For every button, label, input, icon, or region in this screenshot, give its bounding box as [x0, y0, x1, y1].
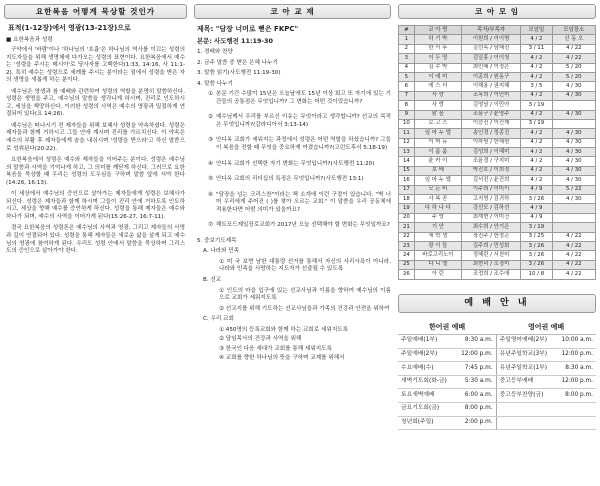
- roster-cell: 사 복 곧: [414, 195, 461, 204]
- roster-cell: 이주희 / 이미이: [462, 185, 521, 194]
- roster-cell: 2: [399, 44, 415, 53]
- service-time: 8:30 a.m.: [555, 362, 596, 376]
- roster-cell: 최수희 / 안기은: [462, 223, 521, 232]
- roster-row: [399, 148, 596, 157]
- service-name: 중고등부찬양(금): [496, 389, 555, 403]
- roster-cell: 5 / 20: [552, 72, 595, 81]
- service-time: [555, 416, 596, 430]
- roster-cell: 4 / 22: [552, 260, 595, 269]
- roster-cell: 김영남 / 이민아: [462, 101, 521, 110]
- roster-cell: 7: [399, 91, 415, 100]
- prayer-group-heading: B. 선교: [203, 277, 222, 284]
- service-name: 토요새벽예배: [398, 389, 455, 403]
- prayer-item: ① 450명의 등록교회와 함께 하는 교회로 세워지도록: [219, 326, 349, 333]
- roster-row: [399, 44, 596, 53]
- roster-cell: 다 하 나 다: [414, 204, 461, 213]
- roster-cell: [552, 101, 595, 110]
- roster-cell: 조정희 / 조수애: [462, 270, 521, 279]
- roster-cell: 4 / 22: [552, 270, 595, 279]
- service-time: 6:00 a.m.: [455, 389, 497, 403]
- service-time: 5:30 a.m.: [455, 375, 497, 389]
- roster-cell: 3 / 5: [521, 82, 553, 91]
- roster-col-leaders: 목자/부목자: [462, 26, 521, 35]
- roster-cell: 4 / 2: [521, 138, 553, 147]
- roster-cell: 12: [399, 138, 415, 147]
- roster-cell: 4 / 9: [521, 185, 553, 194]
- column-study-guide: [194, 4, 391, 482]
- devotional-title: 요한복음 어떻게 묵상할 것인가: [4, 4, 187, 19]
- roster-row: [399, 241, 596, 250]
- roster-row: [399, 101, 596, 110]
- worship-schedule-header: 예 배 안 내: [398, 294, 596, 313]
- roster-cell: 강선모 / 김하선: [462, 204, 521, 213]
- roster-cell: 4 / 2: [521, 35, 553, 44]
- service-name: [496, 403, 555, 417]
- roster-cell: 4 / 30: [552, 129, 595, 138]
- prayer-item: ① 미 국 보면 남한 대통령 선거를 통해서 자신의 사리사욕이 아니라, 나라와 민족을 사랑하는 지도자가 선출될 수 있도록: [219, 258, 391, 273]
- roster-cell: 4 / 22: [552, 44, 595, 53]
- roster-cell: 윤 카 이: [414, 157, 461, 166]
- prayer-item: ④ 교회를 향한 하나님의 뜻을 구하며 교제를 위해서: [219, 355, 345, 362]
- roster-cell: 이하원 / 한혜원: [462, 138, 521, 147]
- roster-cell: 이승진 / 이건재: [462, 119, 521, 128]
- question-item: ③ 안디옥 교회가 세워지는 과정에서 성령은 어떤 역할을 하셨습니까? 그들이 복음을 전할 때 무엇을 중요하게 여겼습니까?(고린도후서 5:18-19): [208, 137, 391, 151]
- paragraph: 예수님은 떠나시기 전 제자들을 위해 보혜사 성령을 약속하셨다. 성령은 제자들과 함께 거하시고 그들 안에 계시며 진리를 가르치신다. 이 약속은 예수의 부활 후 제자들에게 숨을 내쉬시며 '성령을 받으라'고 하신 말씀으로 성취된다(20:22).: [6, 122, 185, 152]
- roster-cell: 4 / 30: [552, 91, 595, 100]
- roster-row: [399, 251, 596, 260]
- sermon-title: 제목: "담장 너머로 뻗은 FKPC": [197, 25, 299, 33]
- roster-cell: 로 고 스: [414, 119, 461, 128]
- outline-item: 3. 말씀 읽기(사도행전 11:19-30): [197, 70, 281, 77]
- roster-cell: 22: [399, 232, 415, 241]
- devotional-subtitle: 표적(1-12장)에서 영광(13-21장)으로: [8, 24, 131, 32]
- roster-cell: 조윤경 / 구지미: [462, 157, 521, 166]
- roster-cell: 4 / 2: [521, 54, 553, 63]
- roster-cell: 24: [399, 251, 415, 260]
- roster-row: [399, 166, 596, 175]
- schedule-col-korean: 한어권 예배: [398, 321, 496, 335]
- roster-cell: 4 / 30: [552, 195, 595, 204]
- service-name: 청년회(주일): [398, 416, 455, 430]
- prayer-requests: [197, 238, 391, 363]
- roster-cell: 이 애 미: [414, 72, 461, 81]
- outline-item: 1. 경배와 찬양: [197, 49, 233, 56]
- service-time: [555, 403, 596, 417]
- column-devotional: [4, 4, 187, 482]
- schedule-body: [398, 335, 596, 430]
- discussion-questions: [208, 91, 391, 230]
- roster-row: [399, 91, 596, 100]
- roster-cell: 13: [399, 148, 415, 157]
- schedule-row: [398, 362, 596, 376]
- roster-cell: [552, 213, 595, 222]
- roster-cell: 박진호 / 이희경: [462, 166, 521, 175]
- roster-cell: 김서진 / 윤진희: [462, 176, 521, 185]
- service-name: 주일예배(2부): [398, 348, 455, 362]
- service-time: 12:00 p.m.: [555, 375, 596, 389]
- question-item: ⑦ 해트포드제일장로교회가 2017년 오늘 선택해야 할 변화는 무엇일까요?: [208, 222, 390, 229]
- service-name: 수요예배(수): [398, 362, 455, 376]
- roster-cell: 아 린: [414, 270, 461, 279]
- schedule-header-row: [398, 321, 596, 335]
- study-guide-header: 코 아 교 재: [194, 4, 391, 19]
- roster-cell: 3 / 11: [521, 44, 553, 53]
- roster-row: [399, 119, 596, 128]
- roster-cell: 4 / 22: [552, 232, 595, 241]
- prayer-item: ③ 한국인 다음 세대가 교회를 통해 세워지도록: [219, 345, 332, 352]
- outline-item: 2. 금주 말씀 중 받은 은혜 나누기: [197, 59, 278, 66]
- roster-cell: 이 머 뉴: [414, 138, 461, 147]
- roster-cell: 23: [399, 241, 415, 250]
- paragraph: 결국 요한복음의 성령론은 예수님의 사역과 영광, 그리고 제자들의 사명과 깊이 연결되어 있다. 성령을 통해 제자들은 새로운 삶을 살게 되고 예수님의 영광에 참여하게 된다. 우리도 성령 안에서 말씀을 묵상하며 그리스도의 증인으로 살아가야 한다.: [6, 225, 185, 255]
- roster-row: [399, 270, 596, 279]
- prayer-item: ② 담임목사의 건강과 사역을 위해: [219, 336, 302, 343]
- roster-row: [399, 176, 596, 185]
- roster-cell: 3 / 25: [521, 232, 553, 241]
- roster-row: [399, 82, 596, 91]
- roster-cell: 조용구 / 윤영주: [462, 110, 521, 119]
- roster-row: [399, 138, 596, 147]
- roster-cell: 주 랑: [414, 213, 461, 222]
- roster-row: [399, 223, 596, 232]
- roster-cell: 3 / 19: [521, 119, 553, 128]
- roster-row: [399, 72, 596, 81]
- roster-cell: 사 랑: [414, 91, 461, 100]
- schedule-row: [398, 389, 596, 403]
- roster-cell: 4 / 30: [552, 82, 595, 91]
- roster-cell: 다 니 엘: [414, 260, 461, 269]
- roster-row: [399, 129, 596, 138]
- roster-body: [399, 35, 596, 279]
- roster-cell: 광 이 들: [414, 241, 461, 250]
- column-groups-and-schedule: [398, 4, 596, 482]
- roster-cell: 4: [399, 63, 415, 72]
- service-time: 12:00 p.m.: [555, 348, 596, 362]
- roster-cell: 11: [399, 129, 415, 138]
- roster-row: [399, 157, 596, 166]
- roster-cell: 이원희 / 이이명: [462, 35, 521, 44]
- service-time: 12:00 p.m.: [455, 348, 497, 362]
- roster-cell: 8: [399, 101, 415, 110]
- paragraph: 요한복음에서 성령은 예수와 제자들을 이어주는 분이다. 성령은 예수님의 말씀과 사역을 기억나게 하고, 그 의미를 깨닫게 하신다. 그러므로 요한복음을 묵상할 때 우리는 성령의 도우심을 구하며 말씀 앞에 서야 한다(14:26, 16:13).: [6, 157, 185, 186]
- roster-cell: 김일홍 / 이이청: [462, 54, 521, 63]
- question-item: ⑥ "담장을 넘는 크리스찬"이라는 책 소개에 이런 구절이 있습니다. "벽 너머 우리에게 주어진 ( )를 찾아 오르는 교회." 이 말씀을 우리 공동체에 적용한다면 어떤 의미가 있을까요?: [208, 191, 391, 213]
- prayer-group-heading: A. 나라와 민족: [203, 248, 240, 255]
- roster-cell: 4 / 2: [521, 110, 553, 119]
- roster-cell: 4 / 30: [552, 148, 595, 157]
- service-name: 주일영어예배(2부): [496, 335, 555, 349]
- roster-cell: 고지명 / 김귀하: [462, 195, 521, 204]
- prayer-item: ② 선교지를 위해 기도하는 선교사님들과 가족의 건강과 안전을 위하여: [219, 305, 390, 312]
- roster-row: [399, 195, 596, 204]
- roster-cell: 4 / 2: [521, 63, 553, 72]
- prayer-heading: 5. 중보기도제목: [197, 237, 237, 244]
- paragraph: 구약에서 '바람'이나 '하나님의 '호흡'은 하나님의 역사를 이끄는 성령의 지도자들을 위해 생명체에 다가오는 성령의 표현이다. 요한복음에서 예수는 '성령을 주시는 메시아'로 당사자를 고백한다(1:33, 14:16, 사 11:1-2). 특히 예수는 성령으로 세례를 주시는 분이라는 점에서 성령을 받은 자의 생명을 새롭게 하는 분이다.: [6, 46, 185, 84]
- roster-row: [399, 110, 596, 119]
- roster-cell: 3: [399, 54, 415, 63]
- roster-cell: 이 두 영: [414, 54, 461, 63]
- roster-cell: 10 / 8: [521, 270, 553, 279]
- roster-cell: 이종희 / 원동구: [462, 72, 521, 81]
- roster-cell: 21: [399, 223, 415, 232]
- schedule-row: [398, 416, 596, 430]
- roster-cell: [552, 223, 595, 232]
- roster-cell: 3 / 19: [521, 223, 553, 232]
- roster-row: [399, 204, 596, 213]
- service-time: 8:00 p.m.: [455, 403, 497, 417]
- roster-cell: 3 / 26: [521, 260, 553, 269]
- roster-cell: 4 / 30: [552, 166, 595, 175]
- roster-cell: 5 / 20: [552, 63, 595, 72]
- roster-row: [399, 63, 596, 72]
- roster-cell: 보 배: [414, 166, 461, 175]
- service-name: 금요기도회(금): [398, 403, 455, 417]
- service-name: 새벽기도회(화-금): [398, 375, 455, 389]
- roster-cell: 임 마 누 엘: [414, 176, 461, 185]
- roster-cell: 5 / 22: [552, 185, 595, 194]
- service-time: 8:30 a.m.: [455, 335, 497, 349]
- service-name: 유년주일학교(3부): [496, 348, 555, 362]
- roster-cell: 15: [399, 166, 415, 175]
- roster-col-place: 모임장소: [552, 26, 595, 35]
- roster-cell: 정혜린 / 서천미: [462, 251, 521, 260]
- roster-cell: 9: [399, 110, 415, 119]
- service-time: 8:00 p.m.: [555, 389, 596, 403]
- roster-cell: 4 / 30: [552, 110, 595, 119]
- roster-cell: 4 / 2: [521, 129, 553, 138]
- worship-schedule-table: [398, 321, 596, 431]
- group-roster-table: [398, 25, 596, 280]
- roster-header-row: [399, 26, 596, 35]
- sermon-scripture: 본문: 사도행전 11:19-30: [197, 37, 273, 46]
- roster-cell: 김성희 / 이혜미: [462, 148, 521, 157]
- roster-cell: 김주희 / 민성회: [462, 241, 521, 250]
- paragraph: 예수님은 영생과 참 예배와 관련하여 성령의 역할을 분명히 말씀하신다. 성령은 생명을 주고, 예수님의 말씀을 생각나게 하시며, 진리로 인도하시고, 세상을 책망하신다. 이러한 성령의 사역은 예수의 영광과 밀접하게 연결되어 있다(요 14:26).: [6, 88, 185, 118]
- roster-cell: 모 든 비: [414, 185, 461, 194]
- roster-cell: 6: [399, 82, 415, 91]
- roster-cell: 20: [399, 213, 415, 222]
- roster-row: [399, 260, 596, 269]
- groups-header: 코 아 모 임: [398, 4, 596, 19]
- section-heading: ■ 요한복음과 성령: [6, 37, 53, 44]
- roster-cell: 사 랑: [414, 101, 461, 110]
- roster-col-number: #: [399, 26, 415, 35]
- service-time: 7:45 p.m.: [455, 362, 497, 376]
- roster-cell: [552, 204, 595, 213]
- roster-row: [399, 232, 596, 241]
- roster-cell: 4 / 22: [552, 54, 595, 63]
- service-name: 중고등부예배: [496, 375, 555, 389]
- roster-cell: 5: [399, 72, 415, 81]
- roster-cell: 4 / 2: [521, 91, 553, 100]
- prayer-item: ① 인도의 마을 입구에 있는 선교사님과 이름을 향하여 예수님의 이름으로 교회가 세워지도록: [219, 287, 391, 302]
- question-item: ① 본문 기간 수많이 15년은 오늘날에도 15년 이상 회고 또 자기에 있는 기간들의 공통점은 무엇입니까? 그 변화는 어떤 것이었습니까?: [208, 91, 391, 105]
- roster-row: [399, 35, 596, 44]
- roster-cell: 김 수 박: [414, 63, 461, 72]
- schedule-row: [398, 403, 596, 417]
- roster-cell: 3 / 26: [521, 241, 553, 250]
- prayer-group-heading: C. 우리 교회: [203, 316, 234, 323]
- service-name: 유년주일학교(1부): [496, 362, 555, 376]
- schedule-row: [398, 375, 596, 389]
- roster-cell: 임 마 누 엘: [414, 129, 461, 138]
- roster-cell: 18: [399, 195, 415, 204]
- roster-cell: 하 기 박: [414, 35, 461, 44]
- roster-cell: 4 / 22: [552, 241, 595, 250]
- roster-cell: 4 / 2: [521, 148, 553, 157]
- schedule-row: [398, 348, 596, 362]
- roster-cell: 기 안: [414, 223, 461, 232]
- schedule-col-english: 영어권 예배: [496, 321, 596, 335]
- question-item: ④ 안디옥 교회가 선택한 자기 변화는 무엇입니까?(사도행전 11:20): [208, 160, 375, 167]
- roster-cell: 4 / 30: [552, 138, 595, 147]
- roster-cell: 송인경 / 정종진: [462, 129, 521, 138]
- question-item: ② 예수님께서 우리를 부르신 이유는 무엇이라고 생각합니까? 선교의 목적은 무엇입니까?(갈라디아서 3:13-14): [208, 114, 391, 128]
- roster-cell: 4 / 30: [552, 157, 595, 166]
- roster-cell: 신 동 오: [552, 35, 595, 44]
- roster-cell: 4 / 9: [521, 204, 553, 213]
- schedule-row: [398, 335, 596, 349]
- roster-cell: 4 / 2: [521, 166, 553, 175]
- roster-row: [399, 213, 596, 222]
- roster-cell: 맑 음: [414, 110, 461, 119]
- outline-item: 4. 말씀 나누기: [197, 80, 233, 87]
- service-name: [496, 416, 555, 430]
- roster-cell: [552, 119, 595, 128]
- roster-cell: 조옥희 / 이민미: [462, 91, 521, 100]
- roster-cell: 장진주 / 한정곤: [462, 232, 521, 241]
- roster-cell: 최현덕 / 소경미: [462, 260, 521, 269]
- roster-cell: 새 학 생: [414, 232, 461, 241]
- roster-cell: 4 / 30: [552, 176, 595, 185]
- roster-col-date: 모임일: [521, 26, 553, 35]
- service-name: 주일예배(1부): [398, 335, 455, 349]
- roster-cell: 4 / 2: [521, 157, 553, 166]
- paragraph: 이 세상에서 예수님의 증인으로 살아가는 제자들에게 성령은 보혜사가 되신다. 성령은 제자들과 함께 하시며 그들이 진리 안에 거하도록 인도하시고, 세상을 향해 예수를 증언하게 하신다. 성령을 통해 제자들은 예수와 하나가 되며, 예수의 사역을 이어가게 된다(15:26-27, 16:7-11).: [6, 191, 185, 220]
- outline-list: [197, 49, 391, 88]
- roster-cell: 3 / 26: [521, 195, 553, 204]
- roster-cell: 이해용 / 권지혜: [462, 82, 521, 91]
- roster-cell: 이 룸 룸: [414, 148, 461, 157]
- roster-cell: 바로고리노이: [414, 251, 461, 260]
- roster-cell: 10: [399, 119, 415, 128]
- roster-cell: 1: [399, 35, 415, 44]
- roster-cell: 25: [399, 260, 415, 269]
- question-item: ⑤ 안디옥 교회의 리더십의 특징은 무엇입니까?(사도행전 13:1): [208, 176, 364, 183]
- roster-row: [399, 54, 596, 63]
- roster-cell: 3 / 26: [521, 251, 553, 260]
- roster-cell: 14: [399, 157, 415, 166]
- roster-cell: 26: [399, 270, 415, 279]
- roster-cell: 최민혜 / 이정은: [462, 63, 521, 72]
- roster-cell: 17: [399, 185, 415, 194]
- roster-cell: 3 / 19: [521, 101, 553, 110]
- roster-cell: 16: [399, 176, 415, 185]
- roster-cell: 4 / 2: [521, 176, 553, 185]
- service-time: 2:00 p.m.: [455, 416, 497, 430]
- roster-cell: 4 / 2: [521, 72, 553, 81]
- roster-cell: 4 / 9: [521, 213, 553, 222]
- service-time: 10:00 a.m.: [555, 335, 596, 349]
- roster-cell: 4 / 22: [552, 251, 595, 260]
- roster-row: [399, 185, 596, 194]
- roster-cell: 최재현 / 이미건: [462, 213, 521, 222]
- roster-col-group: 코 아 명: [414, 26, 461, 35]
- roster-cell: 김선옥 / 남혜진: [462, 44, 521, 53]
- roster-cell: 한 이 후: [414, 44, 461, 53]
- roster-cell: 19: [399, 204, 415, 213]
- roster-cell: 에 스 더: [414, 82, 461, 91]
